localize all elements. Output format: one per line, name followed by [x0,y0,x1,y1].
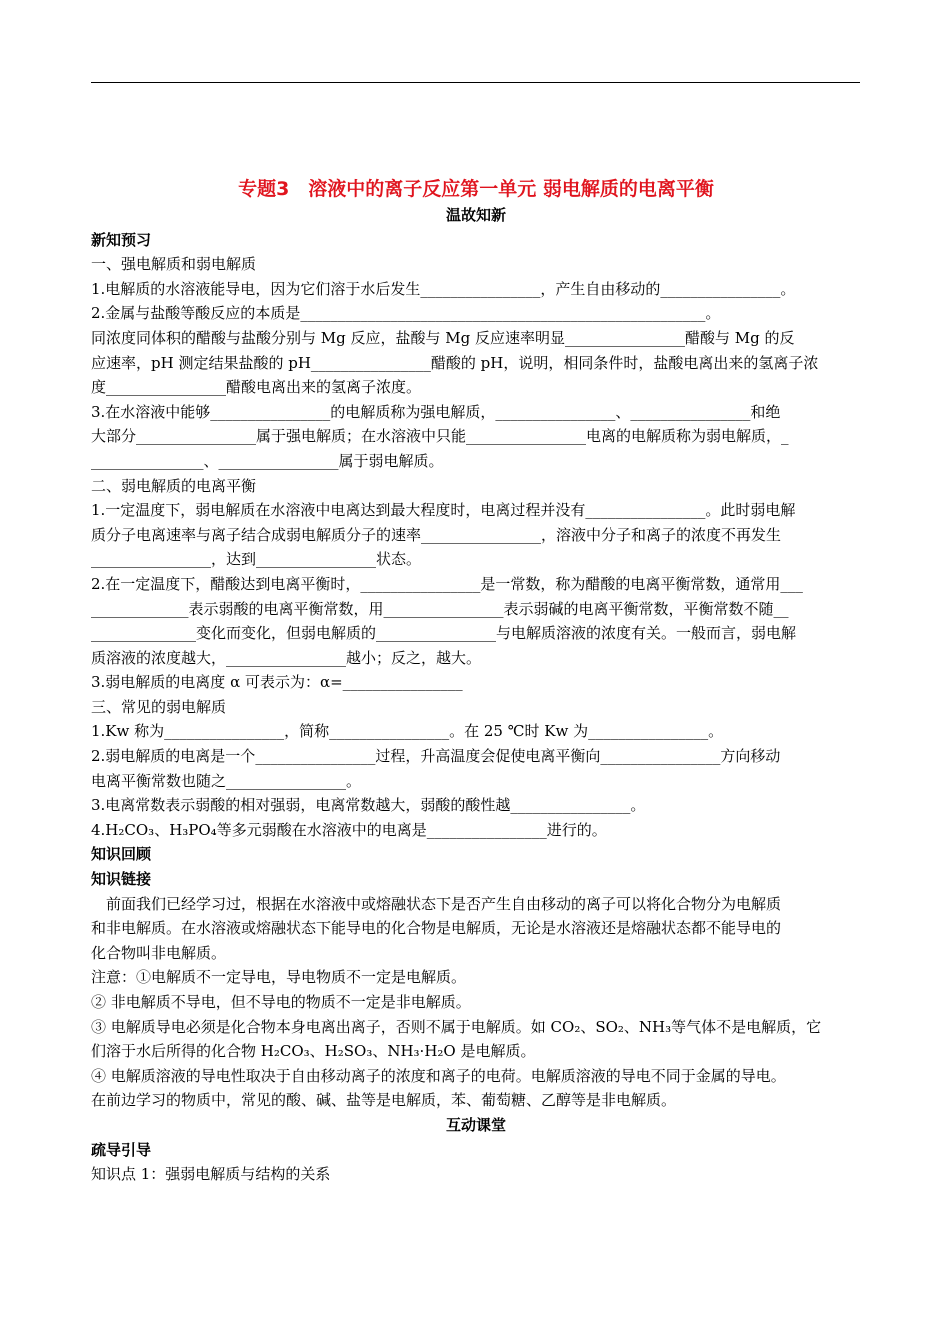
text-line: 知识点 1：强弱电解质与结构的关系 [91,1165,331,1184]
text-line: 3.弱电解质的电离度 α 可表示为：α=________________ [91,673,463,692]
header-rule [91,82,860,83]
text-line: 1.一定温度下，弱电解质在水溶液中电离达到最大程度时，电离过程并没有________________。此时弱电解 [91,501,796,520]
text-line: ④ 电解质溶液的导电性取决于自由移动离子的浓度和离子的电荷。电解质溶液的导电不同于金属的导电。 [91,1066,786,1085]
preview-block [91,252,861,842]
document-title: 专题3 溶液中的离子反应第一单元 弱电解质的电离平衡 [238,178,714,200]
text-line: 前面我们已经学习过，根据在水溶液中或熔融状态下是否产生自由移动的离子可以将化合物分为电解质 [91,894,782,913]
text-line: 质分子电离速率与离子结合成弱电解质分子的速率________________，溶液中分子和离子的浓度不再发生 [91,525,782,544]
text-line: _____________表示弱酸的电离平衡常数，用________________表示弱碱的电离平衡常数，平衡常数不随__ [91,599,789,618]
text-line: 1.Kw 称为________________，简称________________。在 25 ℃时 Kw 为________________。 [91,722,724,741]
text-line: ③ 电解质导电必须是化合物本身电离出离子，否则不属于电解质。如 CO₂、SO₂、NH₃等气体不是电解质，它 [91,1017,822,1036]
text-line: ② 非电解质不导电，但不导电的物质不一定是非电解质。 [91,993,471,1011]
document-body [91,176,861,1187]
subtitle: 温故知新 [445,206,506,224]
text-line: 三、常见的弱电解质 [91,697,227,716]
text-line: 2.在一定温度下，醋酸达到电离平衡时，________________是一常数，称为醋酸的电离平衡常数，通常用___ [91,574,803,593]
text-line: 大部分________________属于强电解质；在水溶液中只能________________电离的电解质称为弱电解质，_ [91,427,789,446]
text-line: 3.电离常数表示弱酸的相对强弱，电离常数越大，弱酸的酸性越________________。 [91,796,646,815]
text-line: 2.弱电解质的电离是一个________________过程，升高温度会促使电离平衡向________________方向移动 [91,747,781,766]
text-line: 化合物叫非电解质。 [91,943,227,962]
text-line: 度________________醋酸电离出来的氢离子浓度。 [91,378,422,397]
section-review: 知识回顾 [91,845,152,864]
text-line: 一、强电解质和弱电解质 [91,255,257,274]
section-new-knowledge: 新知预习 [91,230,152,249]
text-line: ______________变化而变化，但弱电解质的________________与电解质溶液的浓度有关。一般而言，弱电解 [91,624,797,643]
text-line: 应速率，pH 测定结果盐酸的 pH________________醋酸的 pH，说明，相同条件时，盐酸电离出来的氢离子浓 [91,353,819,372]
section-link: 知识链接 [91,870,152,889]
text-line: 2.金属与盐酸等酸反应的本质是______________________________________________________。 [91,304,721,323]
text-line: 注意：①电解质不一定导电，导电物质不一定是电解质。 [91,968,467,987]
text-line: 质溶液的浓度越大，________________越小；反之，越大。 [91,648,482,667]
text-line: 二、弱电解质的电离平衡 [91,476,257,495]
text-line: 同浓度同体积的醋酸与盐酸分别与 Mg 反应，盐酸与 Mg 反应速率明显________________醋酸与 Mg 的反 [91,328,795,347]
link-block [91,892,861,1113]
text-line: 和非电解质。在水溶液或熔融状态下能导电的化合物是电解质，无论是水溶液还是熔融状态都不能导电的 [91,919,782,938]
section-guide: 疏导引导 [91,1140,152,1159]
text-line: 1.电解质的水溶液能导电，因为它们溶于水后发生________________，产生自由移动的________________。 [91,279,796,298]
text-line: 3.在水溶液中能够________________的电解质称为强电解质，________________、________________和绝 [91,402,781,421]
text-line: 4.H₂CO₃、H₃PO₄等多元弱酸在水溶液中的电离是________________进行的。 [91,820,607,839]
text-line: _______________、________________属于弱电解质。 [91,451,444,470]
section-interactive: 互动课堂 [445,1115,506,1134]
text-line: 们溶于水后所得的化合物 H₂CO₃、H₂SO₃、NH₃·H₂O 是电解质。 [91,1042,536,1061]
text-line: 在前边学习的物质中，常见的酸、碱、盐等是电解质，苯、葡萄糖、乙醇等是非电解质。 [91,1091,677,1110]
text-line: ________________，达到________________状态。 [91,550,422,569]
text-line: 电离平衡常数也随之________________。 [91,771,362,790]
